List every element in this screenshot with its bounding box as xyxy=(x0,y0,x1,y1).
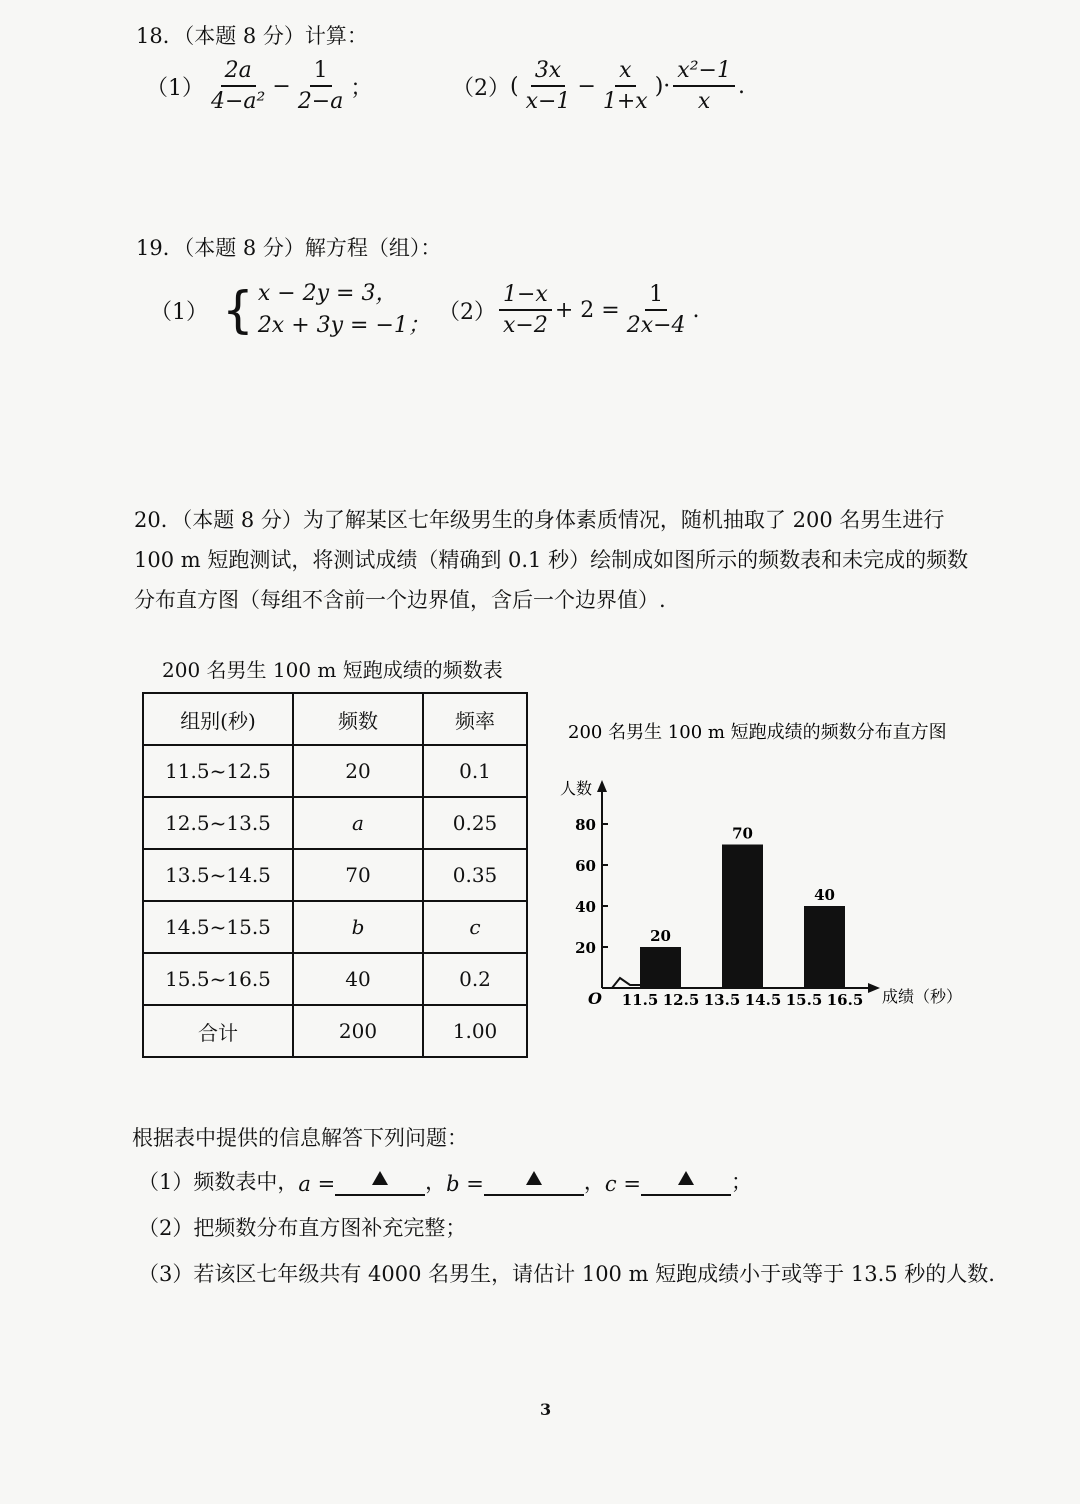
table-title: 200 名男生 100 m 短跑成绩的频数表 xyxy=(162,658,503,682)
table-row: 11.5~12.5 20 0.1 xyxy=(143,745,527,797)
q18-p2-label: （2） xyxy=(452,75,510,101)
blank-a[interactable] xyxy=(335,1170,425,1196)
system-brace-icon: { xyxy=(222,281,254,339)
q20-intro: 20．（本题 8 分）为了解某区七年级男生的身体素质情况，随机抽取了 200 名男生进行 100 m 短跑测试，将测试成绩（精确到 0.1 秒）绘制成如图所示的频数表和未完成的频数分布直方图（每组不含前一个边界值，含后一个边界值）. xyxy=(134,508,969,612)
x-tick-label: 12.5 xyxy=(662,991,700,1009)
x-tick-label: 14.5 xyxy=(744,991,782,1009)
q19-title: 19．（本题 8 分）解方程（组）： xyxy=(136,236,442,260)
x-axis-label: 成绩（秒） xyxy=(882,987,963,1006)
q18-p1-label: （1） xyxy=(146,75,204,101)
histogram-bar xyxy=(804,906,845,988)
triangle-icon xyxy=(678,1171,694,1185)
frequency-table xyxy=(142,692,528,1058)
table-row: 15.5~16.5 40 0.2 xyxy=(143,953,527,1005)
q19-eq2: 2x + 3y = −1； xyxy=(257,313,430,338)
q18-part1: （1） $\frac{2a}{\text{4−a²}}$ − $\frac{1}{2-a}$ ； xyxy=(146,58,373,115)
blank-b[interactable] xyxy=(484,1170,584,1196)
q19-part1 xyxy=(150,278,430,342)
q19-p2-label: （2） xyxy=(438,299,496,325)
q18-p1-frac1: $\frac{2a}{\text{4−a²}}$ xyxy=(211,58,266,115)
header-rate: 频率 xyxy=(423,693,527,745)
q19-p1-label: （1） xyxy=(150,299,208,325)
bar-value-label: 40 xyxy=(814,886,835,904)
x-tick-label: 13.5 xyxy=(703,991,741,1009)
q19-p2-frac2: $\frac{1}{2x-4}$ xyxy=(626,282,686,339)
table-total-row: 合计 200 1.00 xyxy=(143,1005,527,1057)
y-tick-label: 60 xyxy=(575,857,596,875)
triangle-icon xyxy=(526,1171,542,1185)
table-row: 13.5~14.5 70 0.35 xyxy=(143,849,527,901)
equation-system xyxy=(258,278,430,342)
q18-p2-frac3: $\frac{\text{x²−1}}{x}$ xyxy=(673,58,735,115)
table-header-row xyxy=(143,693,527,745)
origin-label: O xyxy=(588,989,602,1008)
q20-question1: （1）频数表中， a = ， b = ， c = ； xyxy=(138,1170,752,1196)
bar-value-label: 70 xyxy=(732,824,753,843)
questions-intro: 根据表中提供的信息解答下列问题： xyxy=(132,1126,468,1150)
histogram-bar xyxy=(640,947,681,988)
histogram-bar xyxy=(722,845,763,989)
q18-p1-frac2: $\frac{1}{2-a}$ xyxy=(297,58,344,115)
histogram-chart xyxy=(540,700,980,1030)
q19-part2: （2） $\frac{1-x}{x-2}$ + 2 = $\frac{1}{2x-4}$ . xyxy=(438,282,700,339)
q20-question2: （2）把频数分布直方图补充完整； xyxy=(138,1216,467,1240)
header-frequency: 频数 xyxy=(293,693,423,745)
y-axis-arrow-icon xyxy=(597,780,607,792)
x-tick-label: 16.5 xyxy=(826,991,864,1009)
q18-p2-frac1: $\frac{3x}{x-1}$ xyxy=(525,58,571,115)
table-row: 12.5~13.5 a 0.25 xyxy=(143,797,527,849)
y-tick-label: 80 xyxy=(575,816,596,834)
axis-break-icon xyxy=(602,978,640,988)
blank-c[interactable] xyxy=(641,1170,731,1196)
x-tick-label: 15.5 xyxy=(785,991,823,1009)
q19-eq1: x − 2y = 3， xyxy=(257,281,398,306)
chart-title: 200 名男生 100 m 短跑成绩的频数分布直方图 xyxy=(568,722,947,743)
q18-title: 18．（本题 8 分）计算： xyxy=(136,24,368,48)
y-tick-label: 40 xyxy=(575,898,596,916)
table-row: 14.5~15.5 b c xyxy=(143,901,527,953)
q20-question3: （3）若该区七年级共有 4000 名男生，请估计 100 m 短跑成绩小于或等于 13.5 秒的人数. xyxy=(138,1262,995,1286)
x-tick-label: 11.5 xyxy=(621,991,659,1009)
q19-p2-frac1: $\frac{1-x}{x-2}$ xyxy=(499,282,552,339)
q18-part2: （2） ( $\frac{3x}{x-1}$ − $\frac{x}{1+x}$ )· $\frac{\text{x²−1}}{x}$ . xyxy=(452,58,745,115)
bar-value-label: 20 xyxy=(650,927,671,945)
x-axis-arrow-icon xyxy=(868,983,880,993)
y-tick-label: 20 xyxy=(575,939,596,957)
page-number: 3 xyxy=(540,1400,552,1419)
y-axis-label: 人数 xyxy=(560,779,593,798)
header-group: 组别(秒) xyxy=(143,693,293,745)
triangle-icon xyxy=(372,1171,388,1185)
q18-p2-frac2: $\frac{x}{1+x}$ xyxy=(602,58,648,115)
